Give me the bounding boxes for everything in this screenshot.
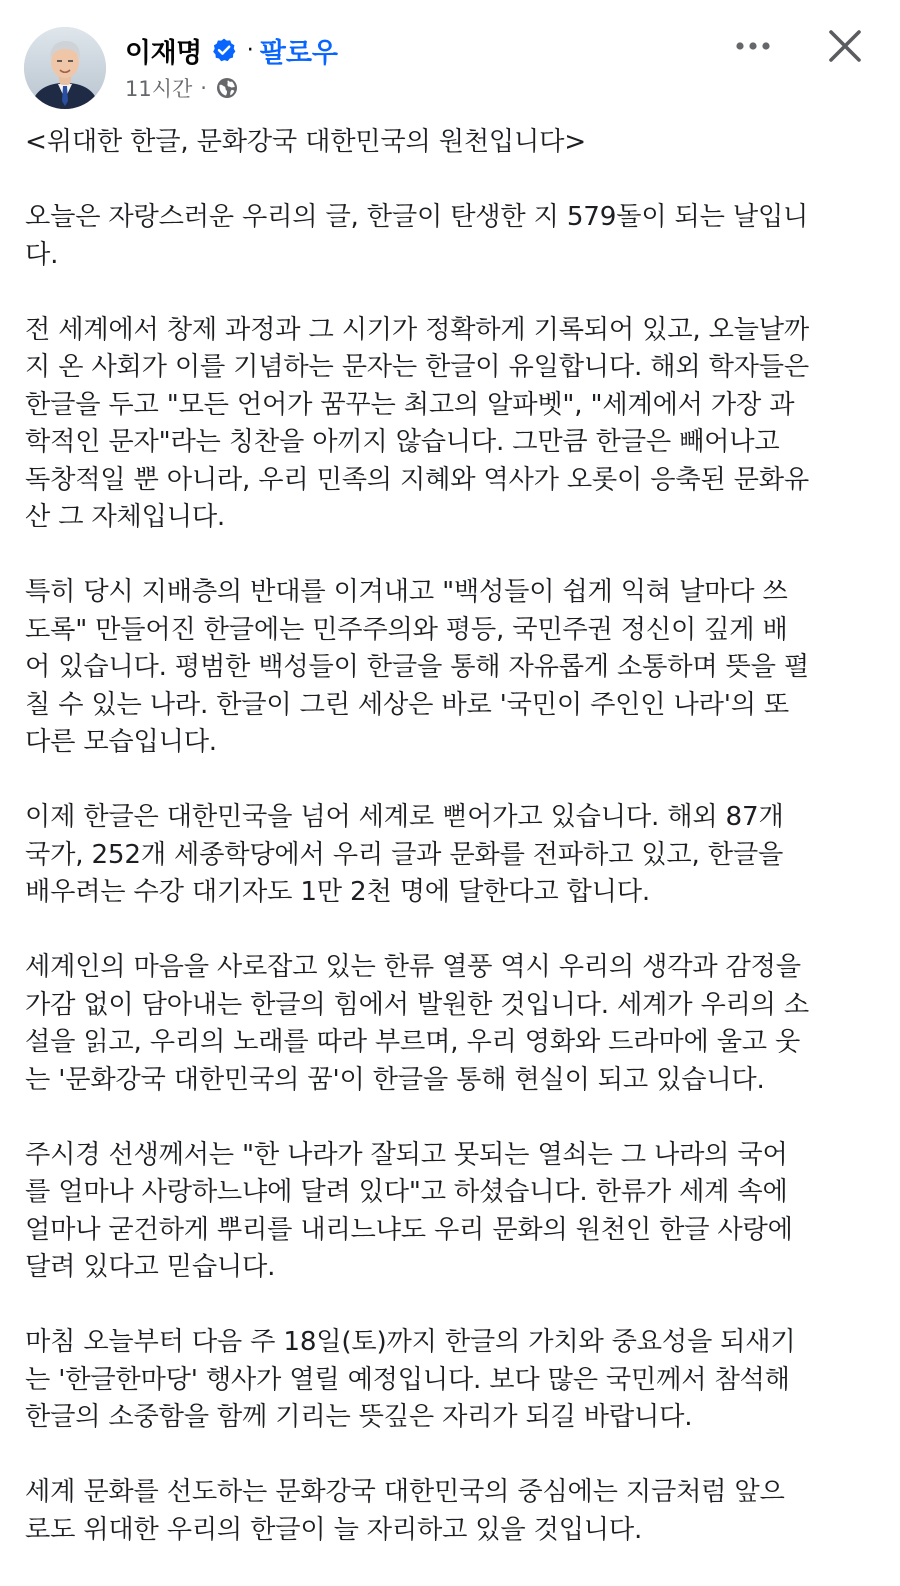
close-button[interactable] (824, 25, 866, 67)
paragraph-line: 얼마나 굳건하게 뿌리를 내리느냐도 우리 문화의 원천인 한글 사랑에 (25, 1214, 793, 1245)
paragraph-line: 어 있습니다. 평범한 백성들이 한글을 통해 자유롭게 소통하며 뜻을 펼 (25, 652, 809, 682)
post-paragraph (25, 949, 875, 1099)
paragraph-line: 전 세계에서 창제 과정과 그 시기가 정확하게 기록되어 있고, 오늘날까 (25, 314, 809, 345)
avatar[interactable] (24, 27, 106, 109)
paragraph-line: 세계인의 마음을 사로잡고 있는 한류 열풍 역시 우리의 생각과 감정을 (25, 952, 801, 982)
paragraph-line: 다른 모습입니다. (25, 727, 217, 757)
paragraph-line: 를 얼마나 사랑하느냐에 달려 있다"고 하셨습니다. 한류가 세계 속에 (25, 1177, 788, 1207)
post-paragraph (25, 799, 875, 912)
close-icon (824, 25, 866, 67)
paragraph-line: 오늘은 자랑스러운 우리의 글, 한글이 탄생한 지 579돌이 되는 날입니 (25, 202, 809, 232)
paragraph-line: 한글의 소중함을 함께 기리는 뜻깊은 자리가 되길 바랍니다. (25, 1402, 693, 1432)
paragraph-line: 배우려는 수강 대기자도 1만 2천 명에 달한다고 합니다. (25, 877, 650, 907)
paragraph-line: 한글을 두고 "모든 언어가 꿈꾸는 최고의 알파벳", "세계에서 가장 과 (25, 389, 795, 420)
paragraph-line: 지 온 사회가 이를 기념하는 문자는 한글이 유일합니다. 해외 학자들은 (25, 352, 809, 382)
paragraph-line: 학적인 문자"라는 칭찬을 아끼지 않습니다. 그만큼 한글은 빼어나고 (25, 427, 780, 457)
post-body (25, 124, 875, 1549)
paragraph-line: 도록" 만들어진 한글에는 민주주의와 평등, 국민주권 정신이 깊게 배 (25, 614, 788, 645)
post-paragraph (25, 199, 875, 274)
post-title: <위대한 한글, 문화강국 대한민국의 원천입니다> (25, 127, 586, 157)
paragraph-line: 마침 오늘부터 다음 주 18일(토)까지 한글의 가치와 중요성을 되새기 (25, 1327, 796, 1357)
follow-separator: · (246, 37, 254, 63)
post-paragraph (25, 312, 875, 537)
post-paragraph (25, 574, 875, 762)
paragraph-line: 설을 읽고, 우리의 노래를 따라 부르며, 우리 영화와 드라마에 울고 웃 (25, 1027, 801, 1057)
paragraph-line: 칠 수 있는 나라. 한글이 그린 세상은 바로 '국민이 주인인 나라'의 또 (25, 689, 790, 720)
author-row (125, 30, 338, 70)
post-header (0, 0, 900, 120)
post-paragraphs (25, 199, 875, 1549)
paragraph-line: 가감 없이 담아내는 한글의 힘에서 발원한 것입니다. 세계가 우리의 소 (25, 989, 809, 1020)
paragraph-line: 특히 당시 지배층의 반대를 이겨내고 "백성들이 쉽게 익혀 날마다 쓰 (25, 577, 788, 607)
author-name[interactable]: 이재명 (125, 37, 202, 69)
post-paragraph (25, 1474, 875, 1549)
avatar-portrait-icon (24, 27, 106, 109)
paragraph-line: 로도 위대한 우리의 한글이 늘 자리하고 있을 것입니다. (25, 1514, 643, 1545)
post-paragraph (25, 1324, 875, 1437)
paragraph-line: 는 '문화강국 대한민국의 꿈'이 한글을 통해 현실이 되고 있습니다. (25, 1064, 765, 1095)
post-paragraph (25, 1137, 875, 1287)
meta-separator: · (200, 76, 207, 100)
follow-button[interactable]: 팔로우 (259, 37, 338, 69)
paragraph-line: 이제 한글은 대한민국을 넘어 세계로 뻗어가고 있습니다. 해외 87개 (25, 802, 784, 832)
paragraph-line: 산 그 자체입니다. (25, 502, 226, 532)
paragraph-line: 독창적일 뿐 아니라, 우리 민족의 지혜와 역사가 오롯이 응축된 문화유 (25, 464, 809, 495)
paragraph-line: 다. (25, 239, 59, 270)
paragraph-line: 주시경 선생께서는 "한 나라가 잘되고 못되는 열쇠는 그 나라의 국어 (25, 1139, 788, 1170)
paragraph-line: 는 '한글한마당' 행사가 열릴 예정입니다. 보다 많은 국민께서 참석해 (25, 1364, 790, 1395)
post-meta (125, 73, 239, 103)
post-timestamp[interactable]: 11시간 (125, 77, 193, 101)
more-horizontal-icon (735, 41, 771, 51)
paragraph-line: 국가, 252개 세종학당에서 우리 글과 문화를 전파하고 있고, 한글을 (25, 839, 784, 870)
paragraph-line: 세계 문화를 선도하는 문화강국 대한민국의 중심에는 지금처럼 앞으 (25, 1477, 785, 1507)
globe-icon[interactable] (215, 76, 239, 100)
paragraph-line: 달려 있다고 믿습니다. (25, 1252, 276, 1282)
verified-badge-icon (211, 37, 237, 63)
more-options-button[interactable] (733, 30, 773, 62)
